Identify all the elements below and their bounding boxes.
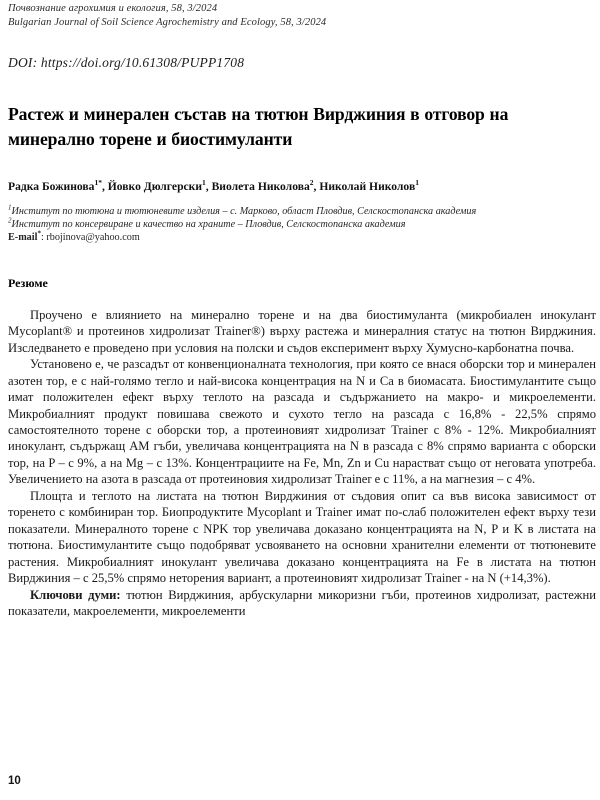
email-marker: * [37, 230, 41, 239]
keywords-line [8, 587, 596, 620]
affiliation-text: Институт по тютюна и тютюневите изделия – с. Марково, област Пловдив, Селскостопанска академия [11, 206, 477, 217]
affiliation-marker: 1 [8, 203, 12, 212]
journal-title-english: Bulgarian Journal of Soil Science Agrochemistry and Ecology, 58, 3/2024 [8, 16, 327, 28]
email-address[interactable]: rbojinova@yahoo.com [46, 232, 140, 244]
author-entry [212, 180, 314, 193]
author-affiliation-marker: 2 [309, 178, 314, 188]
affiliation-text: Институт по консервиране и качество на храните – Пловдив, Селскостопанска академия [11, 219, 406, 231]
abstract-paragraph: Проучено е влиянието на минерално торене и на два биостимуланта (микробиален инокулант Mycoplant® и протеинов хидролизат Trainer®) върху растежа и минералния статус на тютюн Вирджиния. Изследването е проведено при условия на полски и съдов експеримент върху Хумусно-карбонатна почва. [8, 307, 596, 355]
keywords-values: тютюн Вирджиния, арбускуларни микоризни гъби, протеинов хидролизат, растежни показатели, макроелементи, микроелементи [8, 587, 596, 618]
email-label: E-mail [8, 232, 38, 244]
affiliation-block [8, 205, 596, 245]
affiliation-item [8, 218, 596, 231]
author-affiliation-marker: 1* [94, 178, 102, 188]
author-entry [108, 180, 206, 193]
abstract-body [8, 307, 596, 620]
keywords-label: Ключови думи: [30, 587, 121, 602]
author-affiliation-marker: 1 [415, 178, 419, 188]
doi-line[interactable]: DOI: https://doi.org/10.61308/PUPP1708 [8, 55, 245, 70]
page-title: Растеж и минерален състав на тютюн Вирджиния в отговор на минерално торене и биостимуланти [8, 104, 509, 149]
page-number: 10 [8, 775, 21, 787]
corresponding-email [8, 231, 596, 244]
email-separator: : [40, 232, 47, 244]
author-name: Николай Николов [319, 180, 416, 193]
abstract-paragraph: Установено е, че разсадът от конвенционалната технология, при която се внася оборски тор и минерален азотен тор, е с най-голямо тегло и най-висока концентрация на N и Ca в биомасата. Биостимулантите също имат положителен ефект върху теглото на разсада и съдържанието на макро- и микроелементи. Микробиалният продукт повишава свежото и сухото тегло на разсада с 16,8% - 22,5% спрямо самостоятелното торене с оборски тор, а протеиновият хидролизат Trainer с 8% - 12%. Микробиалният инокулант, съдържащ АМ гъби, увеличава концентрацията на N в разсада с 8% спрямо варианта с оборски тор, на P – с 9%, а на Mg – с 13%. Концентрациите на Fe, Mn, Zn и Cu нарастват също от неговата употреба. Увеличението на азота в разсада от протеиновия хидролизат Trainer е с 11%, а на магнезия – с 4%. [8, 357, 596, 487]
affiliation-marker: 2 [8, 216, 12, 225]
author-affiliation-marker: 1 [202, 178, 206, 188]
author-name: Йовко Дюлгерски [107, 180, 203, 193]
journal-title-bulgarian: Почвознание агрохимия и екология, 58, 3/2024 [8, 3, 218, 14]
author-entry [319, 180, 419, 193]
author-name: Виолета Николова [211, 180, 310, 193]
author-name: Радка Божинова [8, 180, 95, 193]
affiliation-item [8, 205, 596, 218]
abstract-paragraph: Площта и теглото на листата на тютюн Вирджиния от съдовия опит са във висока зависимост от торенето с комбиниран тор. Биопродуктите Mycoplant и Trainer имат по-слаб положителен ефект върху тези показатели. Минералното торене с NPK тор увеличава доказано концентрацията на N, P и K в листата на тютюна. Биостимулантите също подобряват усвояването на основни хранителни елементи от тютюневите растения. Микробиалният инокулант увеличава доказано концентрацията на Fe в листата на тютюн Вирджиния – с 25,5% спрямо неторения вариант, а протеиновият хидролизат Trainer - на N (+14,3%). [8, 488, 596, 586]
running-head [8, 2, 596, 29]
author-list: Радка Божинова$^{1*}$, Йовко Дюлгерски$^1$, Виолета Николова$^2$, Николай Николов$^1$ [8, 178, 419, 193]
author-entry [8, 180, 102, 193]
abstract-heading: Резюме [8, 275, 48, 290]
